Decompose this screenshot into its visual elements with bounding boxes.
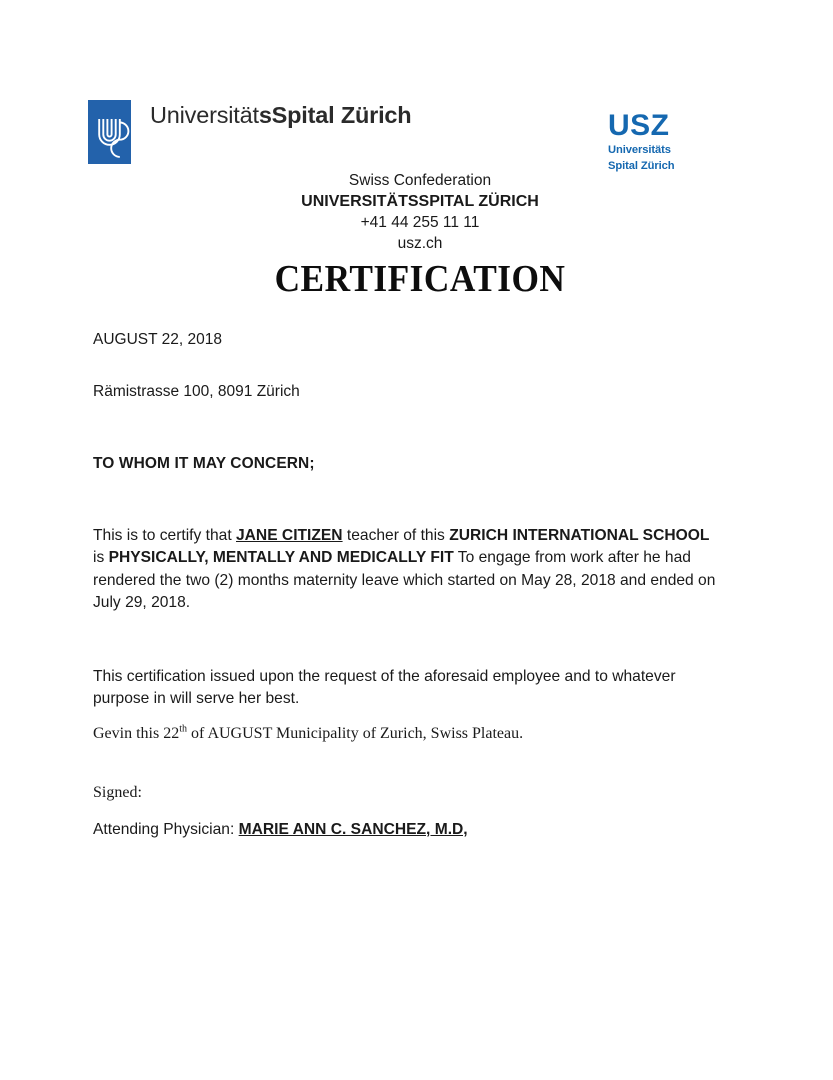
org-line-hospital-name: UNIVERSITÄTSSPITAL ZÜRICH — [301, 193, 539, 210]
letter-address: Rämistrasse 100, 8091 Zürich — [93, 383, 300, 400]
org-line-phone: +41 44 255 11 11 — [360, 214, 480, 231]
logo-wordmark-line2: Zürich — [340, 102, 412, 128]
given-line-before: Gevin this 22 — [93, 725, 180, 742]
page-title: CERTIFICATION — [274, 258, 566, 300]
purpose-paragraph: This certification issued upon the request of the aforesaid employee and to whatever purpose in will serve her best. — [93, 667, 676, 708]
para1-segment-role: teacher of this — [342, 526, 450, 544]
attending-physician-label: Attending Physician: — [93, 821, 239, 838]
logo-wordmark-line1-a: Universität — [150, 102, 259, 128]
usz-u-spiral-mark-icon — [88, 100, 131, 164]
org-line-confederation: Swiss Confederation — [348, 172, 492, 189]
usz-acronym: USZ — [608, 109, 670, 142]
logo-wordmark — [150, 100, 411, 131]
fitness-statement: PHYSICALLY, MENTALLY AND MEDICALLY FIT — [108, 549, 454, 567]
organization-contact-block — [120, 170, 720, 254]
given-line-ordinal: th — [179, 723, 187, 735]
letter-salutation: TO WHOM IT MAY CONCERN; — [93, 455, 315, 472]
attending-physician-line — [93, 819, 468, 840]
employee-name: JANE CITIZEN — [236, 526, 343, 544]
given-at-line — [93, 724, 523, 744]
universitatsspital-zurich-logo — [88, 100, 411, 164]
logo-wordmark-line1-b: sSpital — [258, 102, 335, 128]
document-header — [0, 98, 833, 173]
letter-date: AUGUST 22, 2018 — [93, 331, 222, 348]
school-name: ZURICH INTERNATIONAL SCHOOL — [449, 526, 710, 544]
para1-segment-intro: This is to certify that — [93, 526, 236, 544]
org-line-website: usz.ch — [397, 235, 443, 252]
para1-segment-leave-details: To engage from work after he had rendered the two (2) months maternity leave which started on May 28, 2018 and ended on July 29, 2018. — [93, 549, 716, 612]
usz-secondary-logo — [608, 109, 675, 174]
para1-segment-is: is — [93, 549, 109, 567]
usz-subtitle-line1: Universitäts — [608, 143, 671, 156]
signed-label: Signed: — [93, 784, 142, 801]
certification-paragraph — [93, 525, 721, 615]
usz-subtitle-line2: Spital Zürich — [608, 160, 675, 173]
given-line-after: of AUGUST Municipality of Zurich, Swiss Plateau. — [187, 725, 524, 742]
attending-physician-name: MARIE ANN C. SANCHEZ, M.D, — [238, 821, 468, 838]
